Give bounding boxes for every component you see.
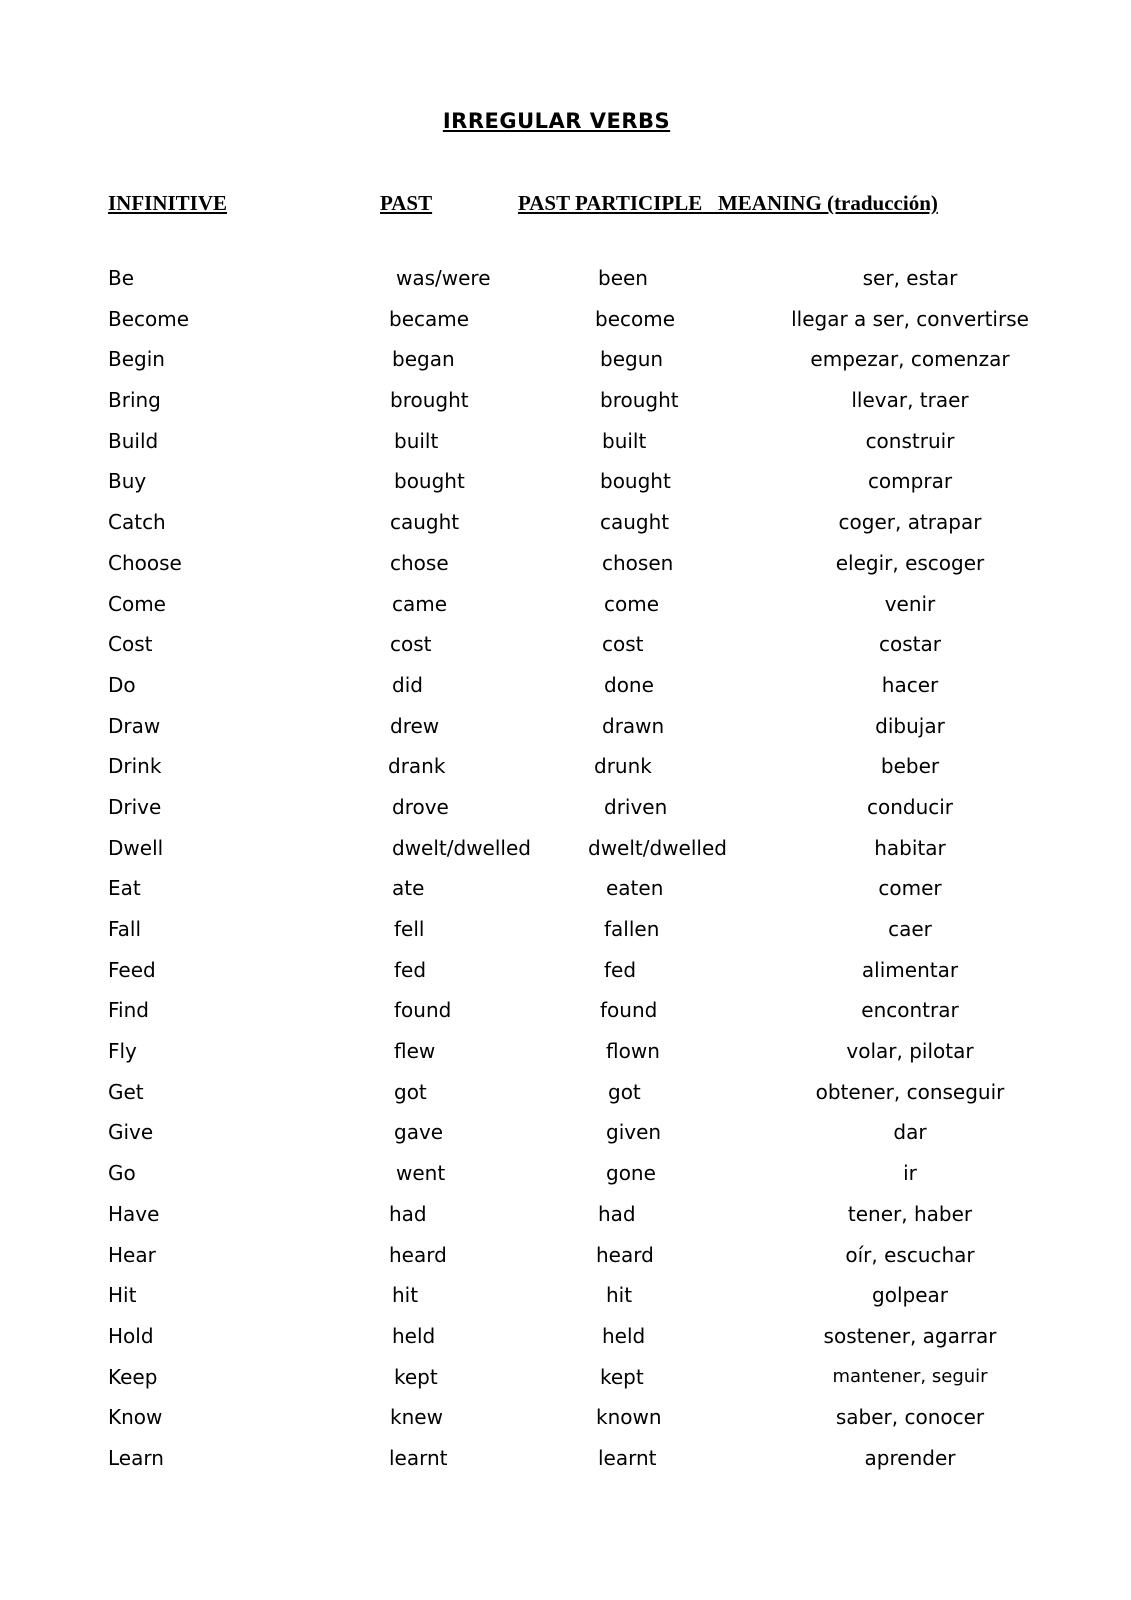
meaning-cell: mantener, seguir: [832, 1365, 988, 1387]
table-row: [0, 1241, 1131, 1282]
past-cell: was/were: [396, 266, 491, 290]
past-participle-cell: dwelt/dwelled: [588, 835, 727, 860]
table-row: [0, 996, 1131, 1037]
infinitive-cell: Get: [108, 1079, 144, 1104]
header-underline-gap: [702, 191, 718, 215]
past-cell: cost: [390, 632, 432, 657]
table-row: [0, 630, 1131, 671]
past-participle-cell: driven: [604, 794, 668, 819]
infinitive-cell: Be: [108, 266, 135, 290]
past-cell: built: [394, 428, 439, 453]
past-participle-cell: given: [606, 1120, 662, 1145]
past-cell: kept: [394, 1364, 438, 1389]
table-row: [0, 915, 1131, 956]
infinitive-cell: Give: [108, 1120, 154, 1145]
header-past-participle-group: [518, 191, 938, 216]
past-participle-cell: held: [602, 1323, 646, 1348]
past-cell: dwelt/dwelled: [392, 835, 531, 860]
meaning-cell: sostener, agarrar: [823, 1323, 997, 1348]
past-cell: ate: [392, 876, 425, 901]
past-participle-cell: begun: [600, 347, 664, 372]
table-row: [0, 1363, 1131, 1404]
past-participle-cell: drunk: [594, 754, 652, 779]
table-row: [0, 1322, 1131, 1363]
past-participle-cell: chosen: [602, 550, 674, 575]
table-row: [0, 752, 1131, 793]
past-participle-cell: heard: [596, 1242, 654, 1267]
infinitive-cell: Cost: [108, 632, 153, 657]
meaning-cell: dibujar: [875, 713, 945, 738]
table-row: [0, 1403, 1131, 1444]
past-cell: found: [394, 998, 452, 1023]
infinitive-cell: Begin: [108, 347, 165, 372]
past-cell: fed: [394, 957, 427, 982]
past-participle-cell: kept: [600, 1364, 644, 1389]
infinitive-cell: Buy: [108, 469, 147, 494]
table-row: [0, 467, 1131, 508]
meaning-cell: volar, pilotar: [846, 1039, 974, 1064]
past-participle-cell: come: [604, 591, 660, 616]
past-participle-cell: become: [595, 306, 676, 331]
past-cell: became: [389, 306, 470, 331]
past-participle-cell: gone: [606, 1161, 656, 1186]
infinitive-cell: Hit: [108, 1283, 137, 1308]
header-meaning: MEANING (traducción): [717, 191, 938, 215]
verb-table: [0, 264, 1131, 1485]
meaning-cell: ir: [903, 1161, 917, 1186]
infinitive-cell: Find: [108, 998, 149, 1023]
past-participle-cell: built: [602, 428, 647, 453]
infinitive-cell: Go: [108, 1161, 136, 1186]
meaning-cell: alimentar: [861, 957, 959, 982]
past-cell: fell: [394, 917, 425, 941]
infinitive-cell: Fly: [108, 1039, 137, 1064]
table-row: [0, 305, 1131, 346]
table-row: [0, 793, 1131, 834]
infinitive-cell: Hear: [108, 1242, 156, 1267]
infinitive-cell: Fall: [108, 917, 142, 941]
past-participle-cell: known: [596, 1405, 662, 1430]
infinitive-cell: Drive: [108, 794, 162, 819]
past-cell: had: [389, 1201, 427, 1226]
infinitive-cell: Come: [108, 591, 166, 616]
meaning-cell: encontrar: [861, 998, 959, 1023]
past-participle-cell: eaten: [606, 876, 664, 901]
past-cell: drove: [392, 794, 449, 819]
past-cell: flew: [394, 1039, 436, 1064]
meaning-cell: saber, conocer: [835, 1405, 985, 1430]
past-cell: heard: [389, 1242, 447, 1267]
past-cell: chose: [390, 550, 449, 575]
meaning-cell: obtener, conseguir: [815, 1079, 1005, 1104]
past-cell: knew: [390, 1405, 443, 1430]
meaning-cell: caer: [888, 917, 932, 941]
infinitive-cell: Feed: [108, 957, 156, 982]
past-participle-cell: learnt: [598, 1445, 657, 1470]
meaning-cell: habitar: [874, 835, 946, 860]
infinitive-cell: Bring: [108, 388, 161, 413]
table-row: [0, 1159, 1131, 1200]
meaning-cell: dar: [893, 1120, 927, 1145]
meaning-cell: hacer: [881, 672, 939, 697]
table-row: [0, 671, 1131, 712]
meaning-cell: conducir: [866, 794, 954, 819]
meaning-cell: costar: [879, 632, 941, 657]
table-row: [0, 264, 1131, 305]
header-past: PAST: [380, 191, 433, 215]
past-participle-cell: drawn: [602, 713, 665, 738]
infinitive-cell: Learn: [108, 1445, 164, 1470]
infinitive-cell: Draw: [108, 713, 161, 738]
meaning-cell: tener, haber: [847, 1201, 973, 1226]
past-cell: bought: [394, 469, 465, 494]
past-cell: began: [392, 347, 455, 372]
past-cell: held: [392, 1323, 436, 1348]
table-row: [0, 956, 1131, 997]
past-cell: gave: [394, 1120, 444, 1145]
meaning-cell: llegar a ser, convertirse: [791, 306, 1029, 331]
past-participle-cell: hit: [606, 1283, 633, 1308]
past-participle-cell: bought: [600, 469, 671, 494]
meaning-cell: ser, estar: [862, 266, 958, 290]
infinitive-cell: Build: [108, 428, 159, 453]
past-cell: went: [396, 1161, 446, 1186]
infinitive-cell: Have: [108, 1201, 160, 1226]
table-row: [0, 1444, 1131, 1485]
past-participle-cell: fed: [604, 957, 637, 982]
meaning-cell: venir: [884, 591, 936, 616]
meaning-cell: oír, escuchar: [845, 1242, 975, 1267]
meaning-cell: empezar, comenzar: [810, 347, 1010, 372]
table-row: [0, 549, 1131, 590]
table-row: [0, 345, 1131, 386]
infinitive-cell: Know: [108, 1405, 163, 1430]
infinitive-cell: Hold: [108, 1323, 154, 1348]
infinitive-cell: Choose: [108, 550, 182, 575]
meaning-cell: comprar: [867, 469, 953, 494]
infinitive-cell: Catch: [108, 510, 166, 535]
past-participle-cell: done: [604, 672, 654, 697]
meaning-cell: construir: [865, 428, 955, 453]
table-row: [0, 1200, 1131, 1241]
past-cell: caught: [390, 510, 460, 535]
meaning-cell: llevar, traer: [851, 388, 969, 413]
past-cell: hit: [392, 1283, 419, 1308]
meaning-cell: golpear: [872, 1283, 948, 1308]
past-cell: drank: [388, 754, 446, 779]
infinitive-cell: Dwell: [108, 835, 164, 860]
table-row: [0, 386, 1131, 427]
meaning-cell: aprender: [864, 1445, 956, 1470]
infinitive-cell: Eat: [108, 876, 141, 901]
page-title: IRREGULAR VERBS: [442, 109, 671, 133]
table-row: [0, 1118, 1131, 1159]
past-cell: did: [392, 672, 423, 697]
past-cell: learnt: [389, 1445, 448, 1470]
past-participle-cell: been: [598, 266, 648, 290]
table-row: [0, 508, 1131, 549]
past-cell: brought: [390, 388, 469, 413]
infinitive-cell: Drink: [108, 754, 162, 779]
table-row: [0, 1281, 1131, 1322]
past-participle-cell: flown: [606, 1039, 660, 1064]
infinitive-cell: Become: [108, 306, 190, 331]
meaning-cell: comer: [878, 876, 942, 901]
header-infinitive: INFINITIVE: [108, 191, 228, 215]
table-row: [0, 1037, 1131, 1078]
past-participle-cell: cost: [602, 632, 644, 657]
meaning-cell: coger, atrapar: [838, 510, 982, 535]
past-participle-cell: fallen: [604, 917, 660, 941]
past-participle-cell: found: [600, 998, 658, 1023]
past-cell: came: [392, 591, 448, 616]
table-row: [0, 712, 1131, 753]
meaning-cell: elegir, escoger: [835, 550, 985, 575]
past-participle-cell: caught: [600, 510, 670, 535]
table-row: [0, 874, 1131, 915]
table-row: [0, 834, 1131, 875]
table-row: [0, 1078, 1131, 1119]
past-participle-cell: brought: [600, 388, 679, 413]
infinitive-cell: Do: [108, 672, 136, 697]
header-past-participle: PAST PARTICIPLE: [518, 191, 703, 215]
past-cell: got: [394, 1079, 427, 1104]
meaning-cell: beber: [880, 754, 940, 779]
past-participle-cell: had: [598, 1201, 636, 1226]
past-cell: drew: [390, 713, 440, 738]
table-row: [0, 427, 1131, 468]
infinitive-cell: Keep: [108, 1364, 158, 1389]
table-row: [0, 590, 1131, 631]
past-participle-cell: got: [608, 1079, 641, 1104]
